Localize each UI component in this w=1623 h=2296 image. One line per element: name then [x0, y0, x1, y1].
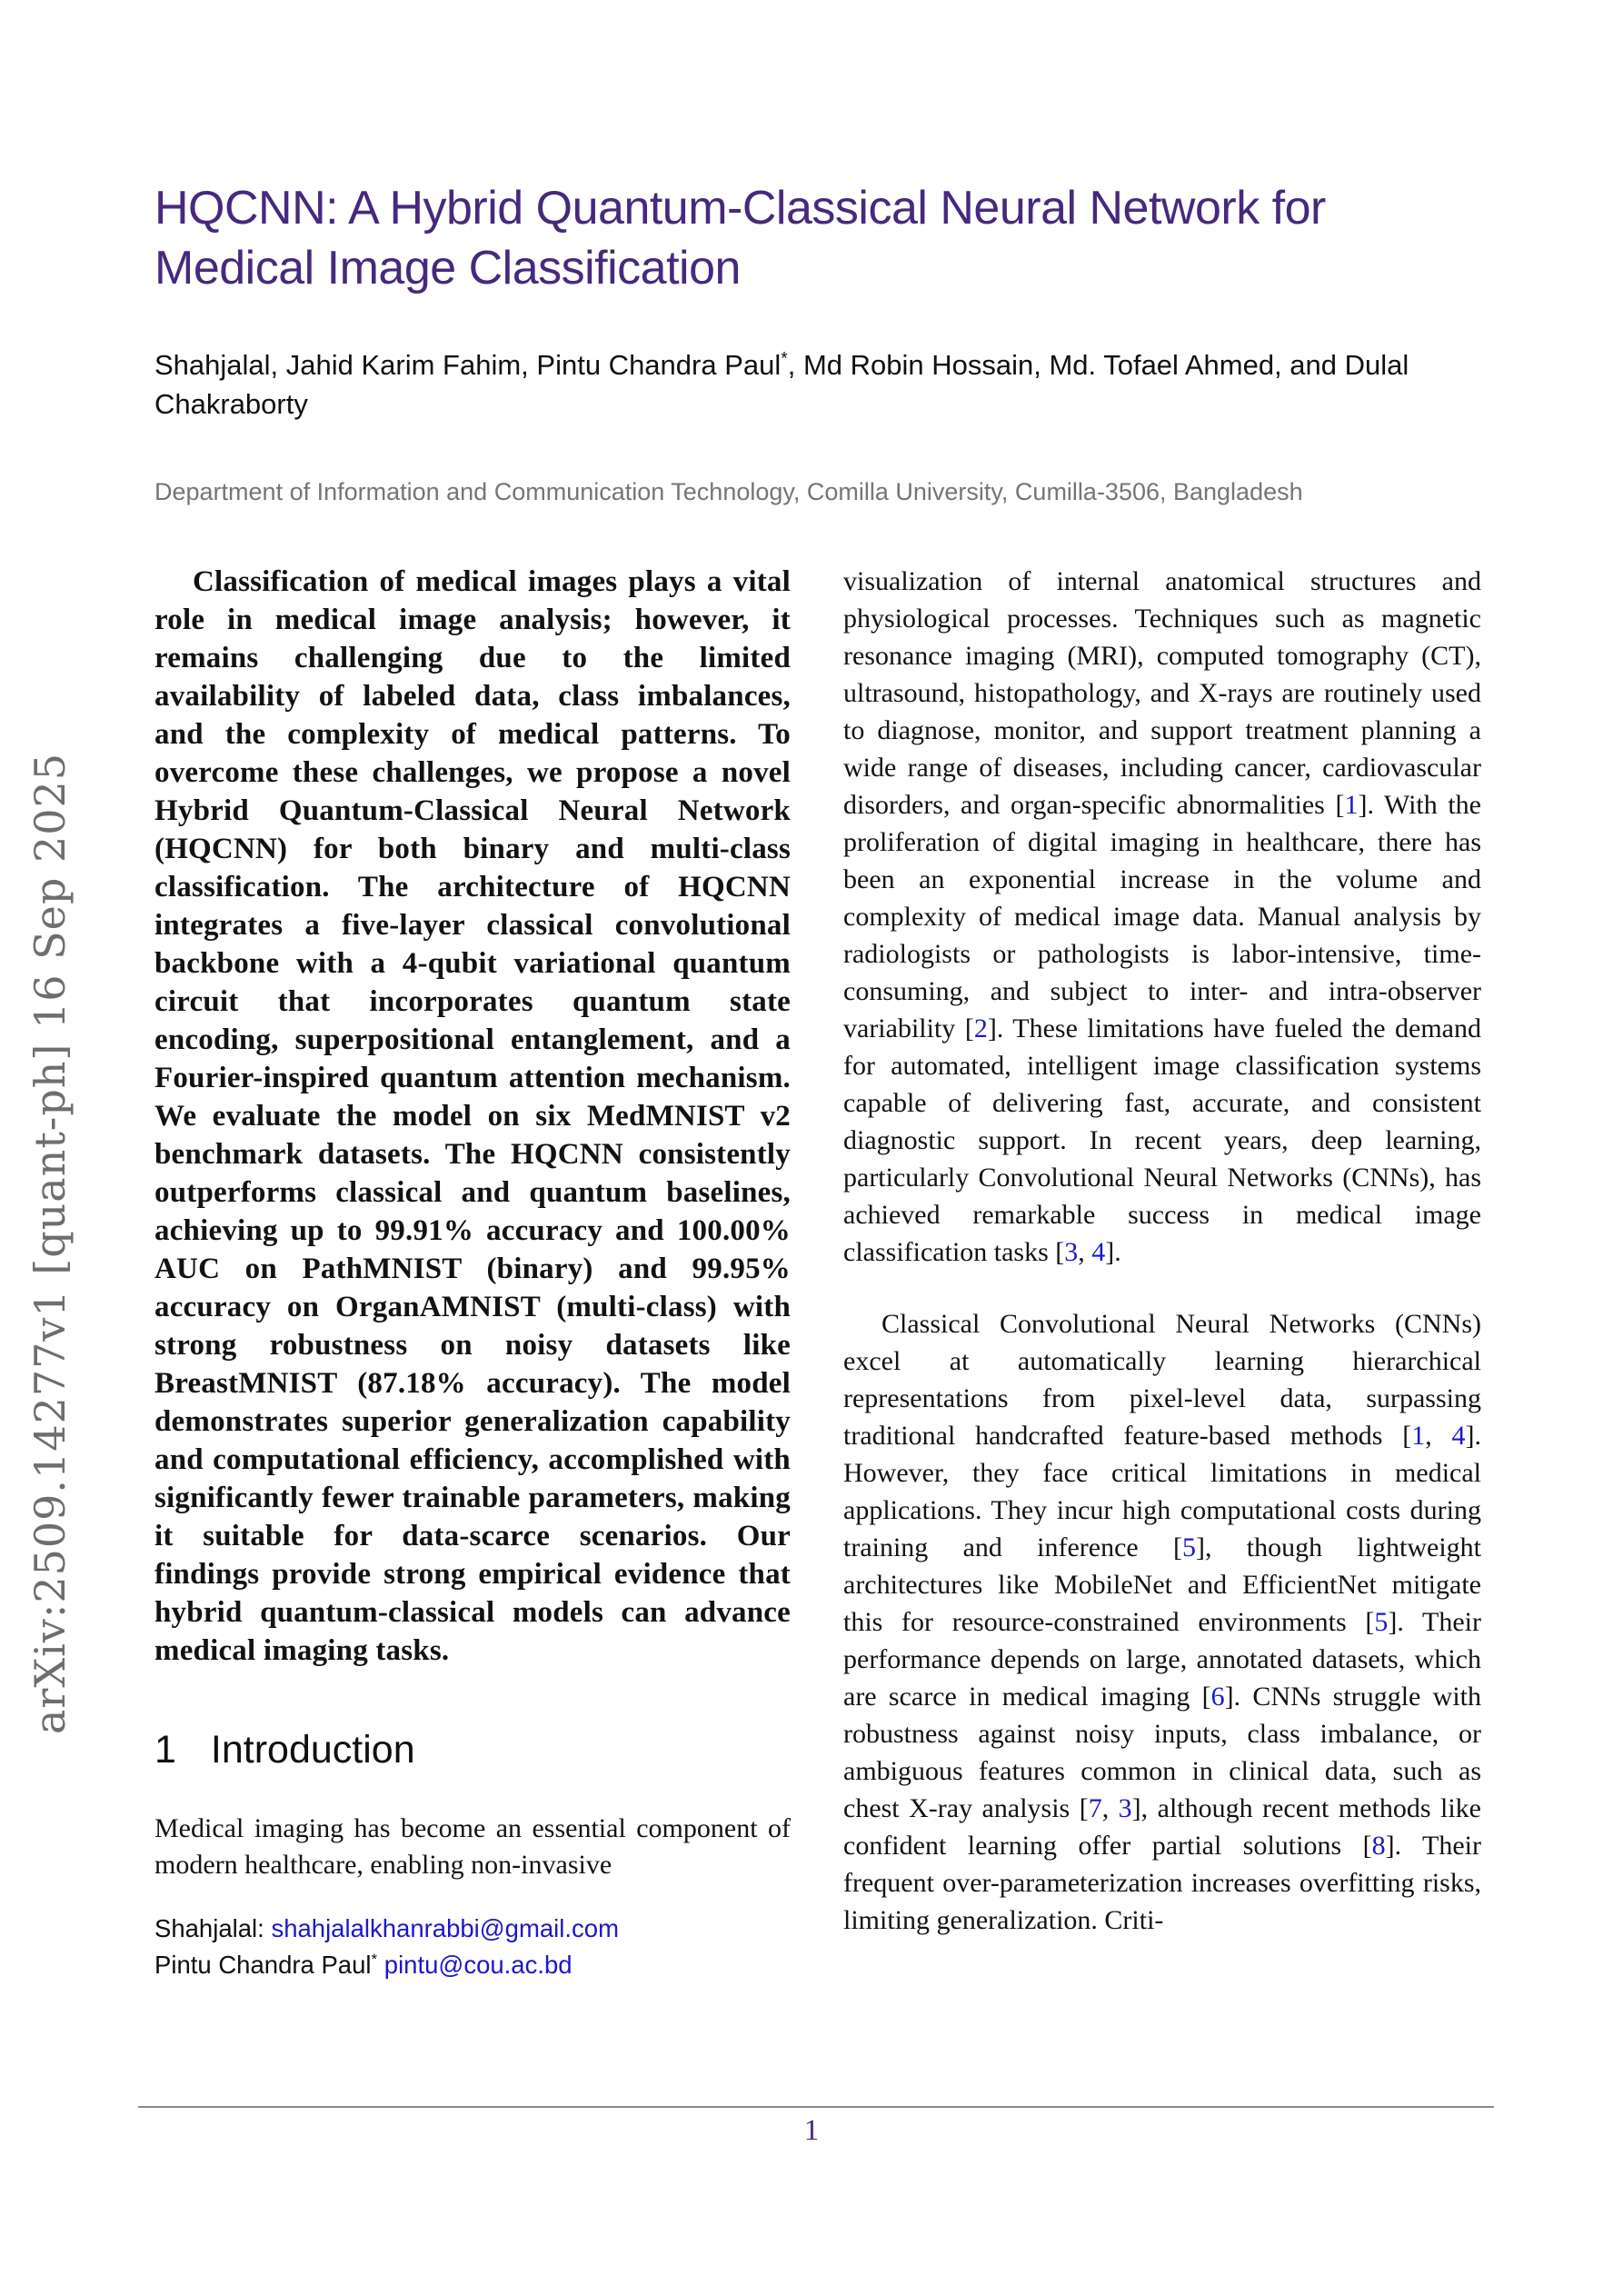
section-heading-introduction [154, 1728, 791, 1772]
citation-link[interactable]: 8 [1371, 1831, 1386, 1861]
body-paragraph: visualization of internal anatomical structures and physiological processes. Techniques such as magnetic resonance imaging (MRI), computed tomography (CT), ultrasound, histopathology, and X-rays are routinely used to diagnose, monitor, and support treatment planning a wide range of diseases, including cancer, cardiovascular disorders, and organ-specific abnormalities [1]. With the proliferation of digital imaging in healthcare, there has been an exponential increase in the volume and complexity of medical image data. Manual analysis by radiologists or pathologists is labor-intensive, time-consuming, and subject to inter- and intra-observer variability [2]. These limitations have fueled the demand for automated, intelligent image classification systems capable of delivering fast, accurate, and consistent diagnostic support. In recent years, deep learning, particularly Convolutional Neural Networks (CNNs), has achieved remarkable success in medical image classification tasks [3, 4]. [843, 566, 1481, 1267]
author-line: Shahjalal, Jahid Karim Fahim, Pintu Chandra Paul*, Md Robin Hossain, Md. Tofael Ahmed, and Dulal Chakraborty [154, 349, 1409, 420]
section-label: Introduction [210, 1728, 415, 1772]
superscript-marker: * [781, 349, 788, 369]
two-column-body [154, 563, 1481, 1983]
introduction-first-paragraph: Medical imaging has become an essential component of modern healthcare, enabling non-invasive [154, 1813, 791, 1880]
citation-link[interactable]: 4 [1451, 1421, 1466, 1451]
superscript-marker: * [371, 1950, 378, 1968]
citation-link[interactable]: 7 [1088, 1793, 1102, 1823]
citation-link[interactable]: 3 [1118, 1793, 1132, 1823]
arxiv-watermark: arXiv:2509.14277v1 [quant-ph] 16 Sep 2025 [25, 752, 75, 1734]
citation-link[interactable]: 6 [1210, 1682, 1225, 1712]
right-column [843, 563, 1481, 1939]
body-paragraph: Classical Convolutional Neural Networks (CNNs) excel at automatically learning hierarchical representations from pixel-level data, surpassing traditional handcrafted feature-based methods [1, 4]. However, they face critical limitations in medical applications. They incur high computational costs during training and inference [5], though lightweight architectures like MobileNet and EfficientNet mitigate this for resource-constrained environments [5]. Their performance depends on large, annotated datasets, which are scarce in medical imaging [6]. CNNs struggle with robustness against noisy inputs, class imbalance, or ambiguous features common in clinical data, such as chest X-ray analysis [7, 3], although recent methods like confident learning offer partial solutions [8]. Their frequent over-parameterization increases overfitting risks, limiting generalization. Criti- [843, 1309, 1482, 1935]
footnote-block [154, 1911, 791, 1983]
citation-link[interactable]: 4 [1091, 1237, 1106, 1267]
affiliation-line: Department of Information and Communication Technology, Comilla University, Cumilla-3506, Bangladesh [154, 478, 1303, 505]
footnote-author-email: Shahjalal: shahjalalkhanrabbi@gmail.com [154, 1914, 619, 1942]
email-link[interactable]: shahjalalkhanrabbi@gmail.com [271, 1914, 619, 1942]
footnote-author-email: Pintu Chandra Paul* pintu@cou.ac.bd [154, 1950, 573, 1979]
page-number: 1 [803, 2114, 820, 2147]
abstract-paragraph: Classification of medical images plays a vital role in medical image analysis; however, it remains challenging due to the limited availability of labeled data, class imbalances, and the complexity of medical patterns. To overcome these challenges, we propose a novel Hybrid Quantum-Classical Neural Network (HQCNN) for both binary and multi-class classification. The architecture of HQCNN integrates a five-layer classical convolutional backbone with a 4-qubit variational quantum circuit that incorporates quantum state encoding, superpositional entanglement, and a Fourier-inspired quantum attention mechanism. We evaluate the model on six MedMNIST v2 benchmark datasets. The HQCNN consistently outperforms classical and quantum baselines, achieving up to 99.91% accuracy and 100.00% AUC on PathMNIST (binary) and 99.95% accuracy on OrganAMNIST (multi-class) with strong robustness on noisy datasets like BreastMNIST (87.18% accuracy). The model demonstrates superior generalization capability and computational efficiency, accomplished with significantly fewer trainable parameters, making it suitable for data-scarce scenarios. Our findings provide strong empirical evidence that hybrid quantum-classical models can advance medical imaging tasks. [154, 565, 791, 1667]
citation-link[interactable]: 5 [1374, 1607, 1389, 1637]
section-number: 1 [154, 1728, 176, 1772]
citation-link[interactable]: 1 [1344, 790, 1359, 820]
citation-link[interactable]: 2 [973, 1013, 988, 1043]
footer-rule [138, 2106, 1494, 2108]
left-column [154, 563, 791, 1983]
paper-title: HQCNN: A Hybrid Quantum-Classical Neural Network for Medical Image Classification [154, 182, 1326, 294]
citation-link[interactable]: 1 [1411, 1421, 1426, 1451]
paper-content [154, 178, 1481, 1983]
email-link[interactable]: pintu@cou.ac.bd [383, 1951, 573, 1979]
citation-link[interactable]: 5 [1181, 1532, 1196, 1562]
citation-link[interactable]: 3 [1064, 1237, 1079, 1267]
